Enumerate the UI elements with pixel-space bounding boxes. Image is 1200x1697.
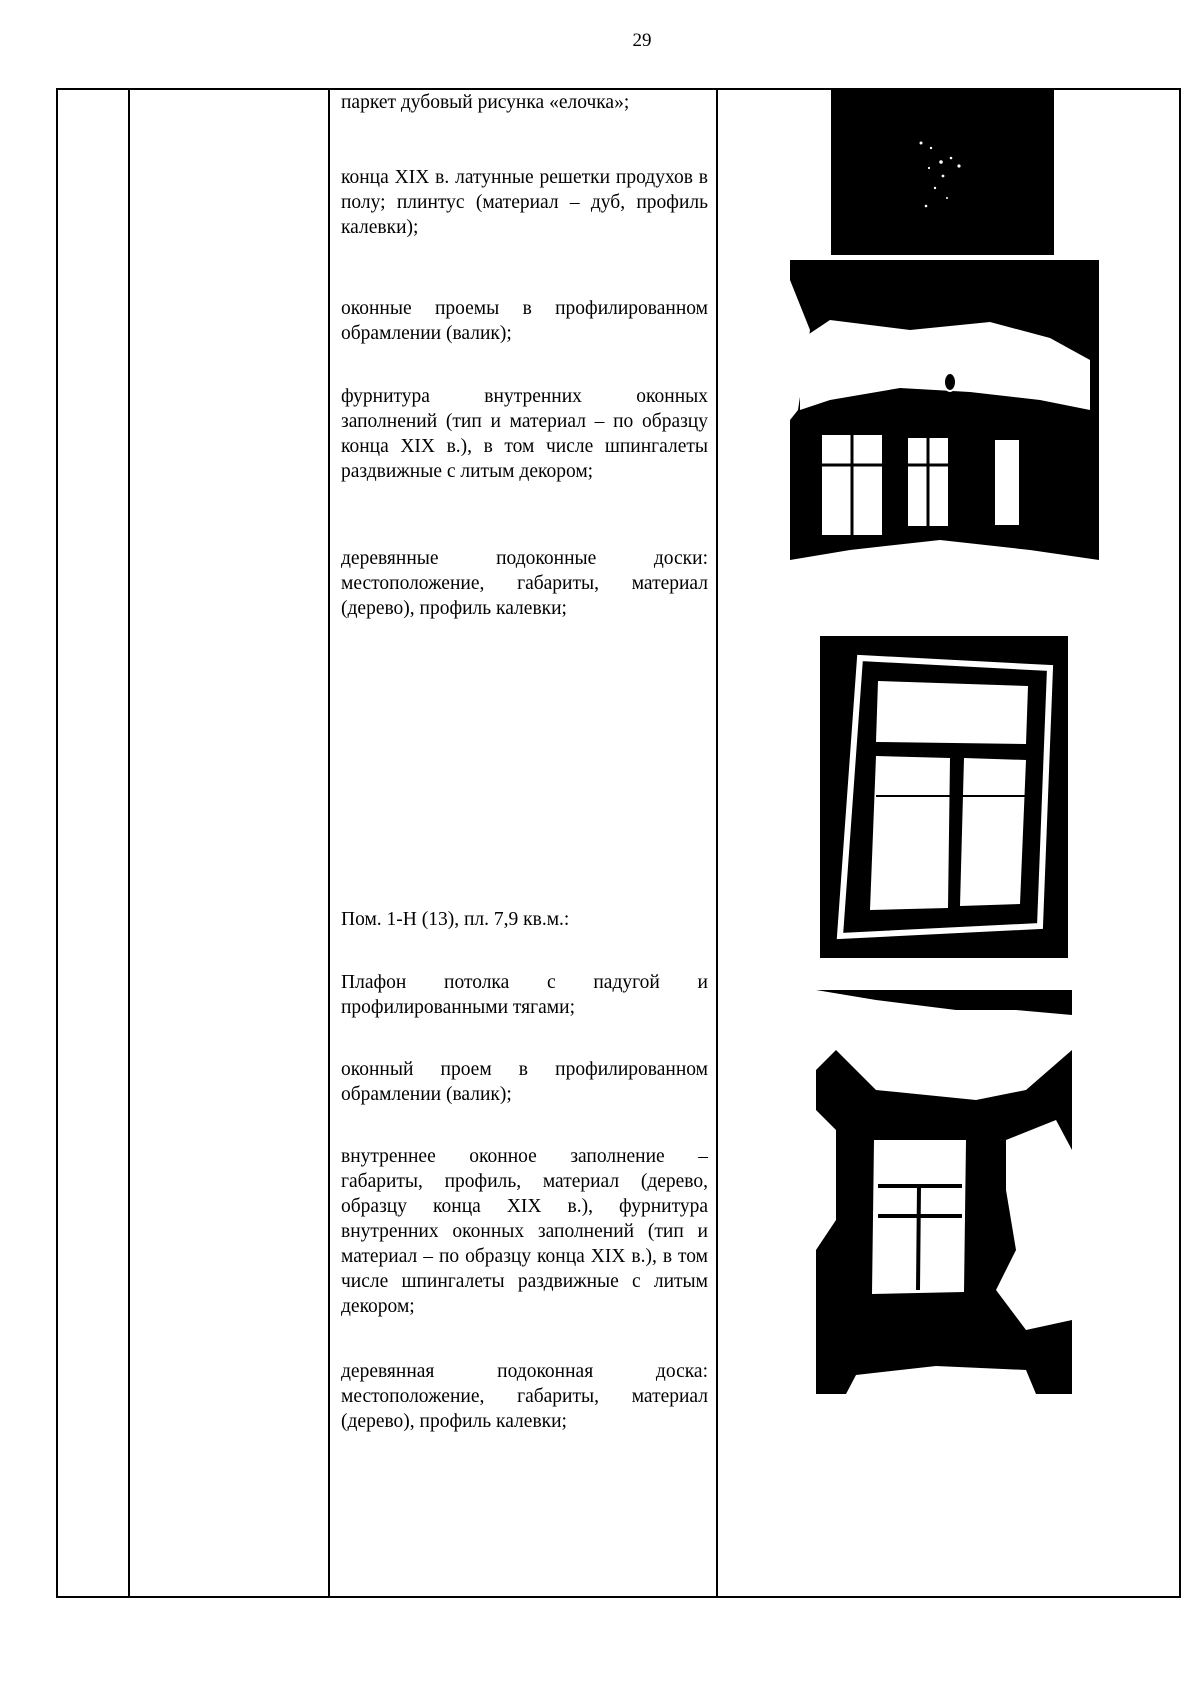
window-frame-photo xyxy=(820,636,1068,958)
room-heading: Пом. 1-Н (13), пл. 7,9 кв.м.: xyxy=(341,909,570,930)
floor-vent-photo xyxy=(831,88,1054,255)
room-ceiling-windows-photo xyxy=(790,260,1099,604)
description-column xyxy=(341,90,708,1596)
paragraph-parquet: паркет дубовый рисунка «елочка»; xyxy=(341,92,630,113)
column-divider xyxy=(716,90,718,1596)
paragraph-window-openings: оконные проемы в профилированном обрамлении (валик); xyxy=(341,298,708,344)
column-divider xyxy=(128,90,130,1596)
page-number: 29 xyxy=(632,30,652,51)
paragraph-window-opening: оконный проем в профилированном обрамлении (валик); xyxy=(341,1059,708,1105)
column-divider xyxy=(328,90,330,1596)
paragraph-window-filling: внутреннее оконное заполнение – габариты, профиль, материал (дерево, образцу конца XIX в.), фурнитура внутренних оконных заполнений (тип и материал – по образцу конца XIX в.), в том числе шпингалеты раздвижные с литым декором; xyxy=(341,1146,708,1317)
paragraph-ceiling: Плафон потолка с падугой и профилированными тягами; xyxy=(341,972,708,1018)
room-13-window-photo xyxy=(816,990,1072,1394)
paragraph-window-sill: деревянная подоконная доска: местоположение, габариты, материал (дерево), профиль калевки; xyxy=(341,1361,708,1432)
paragraph-window-hardware: фурнитура внутренних оконных заполнений (тип и материал – по образцу конца XIX в.), в том числе шпингалеты раздвижные с литым декором; xyxy=(341,386,708,482)
paragraph-window-sills: деревянные подоконные доски: местоположение, габариты, материал (дерево), профиль калевки; xyxy=(341,548,708,619)
paragraph-vents-plinth: конца XIX в. латунные решетки продухов в полу; плинтус (материал – дуб, профиль калевки); xyxy=(341,167,708,238)
